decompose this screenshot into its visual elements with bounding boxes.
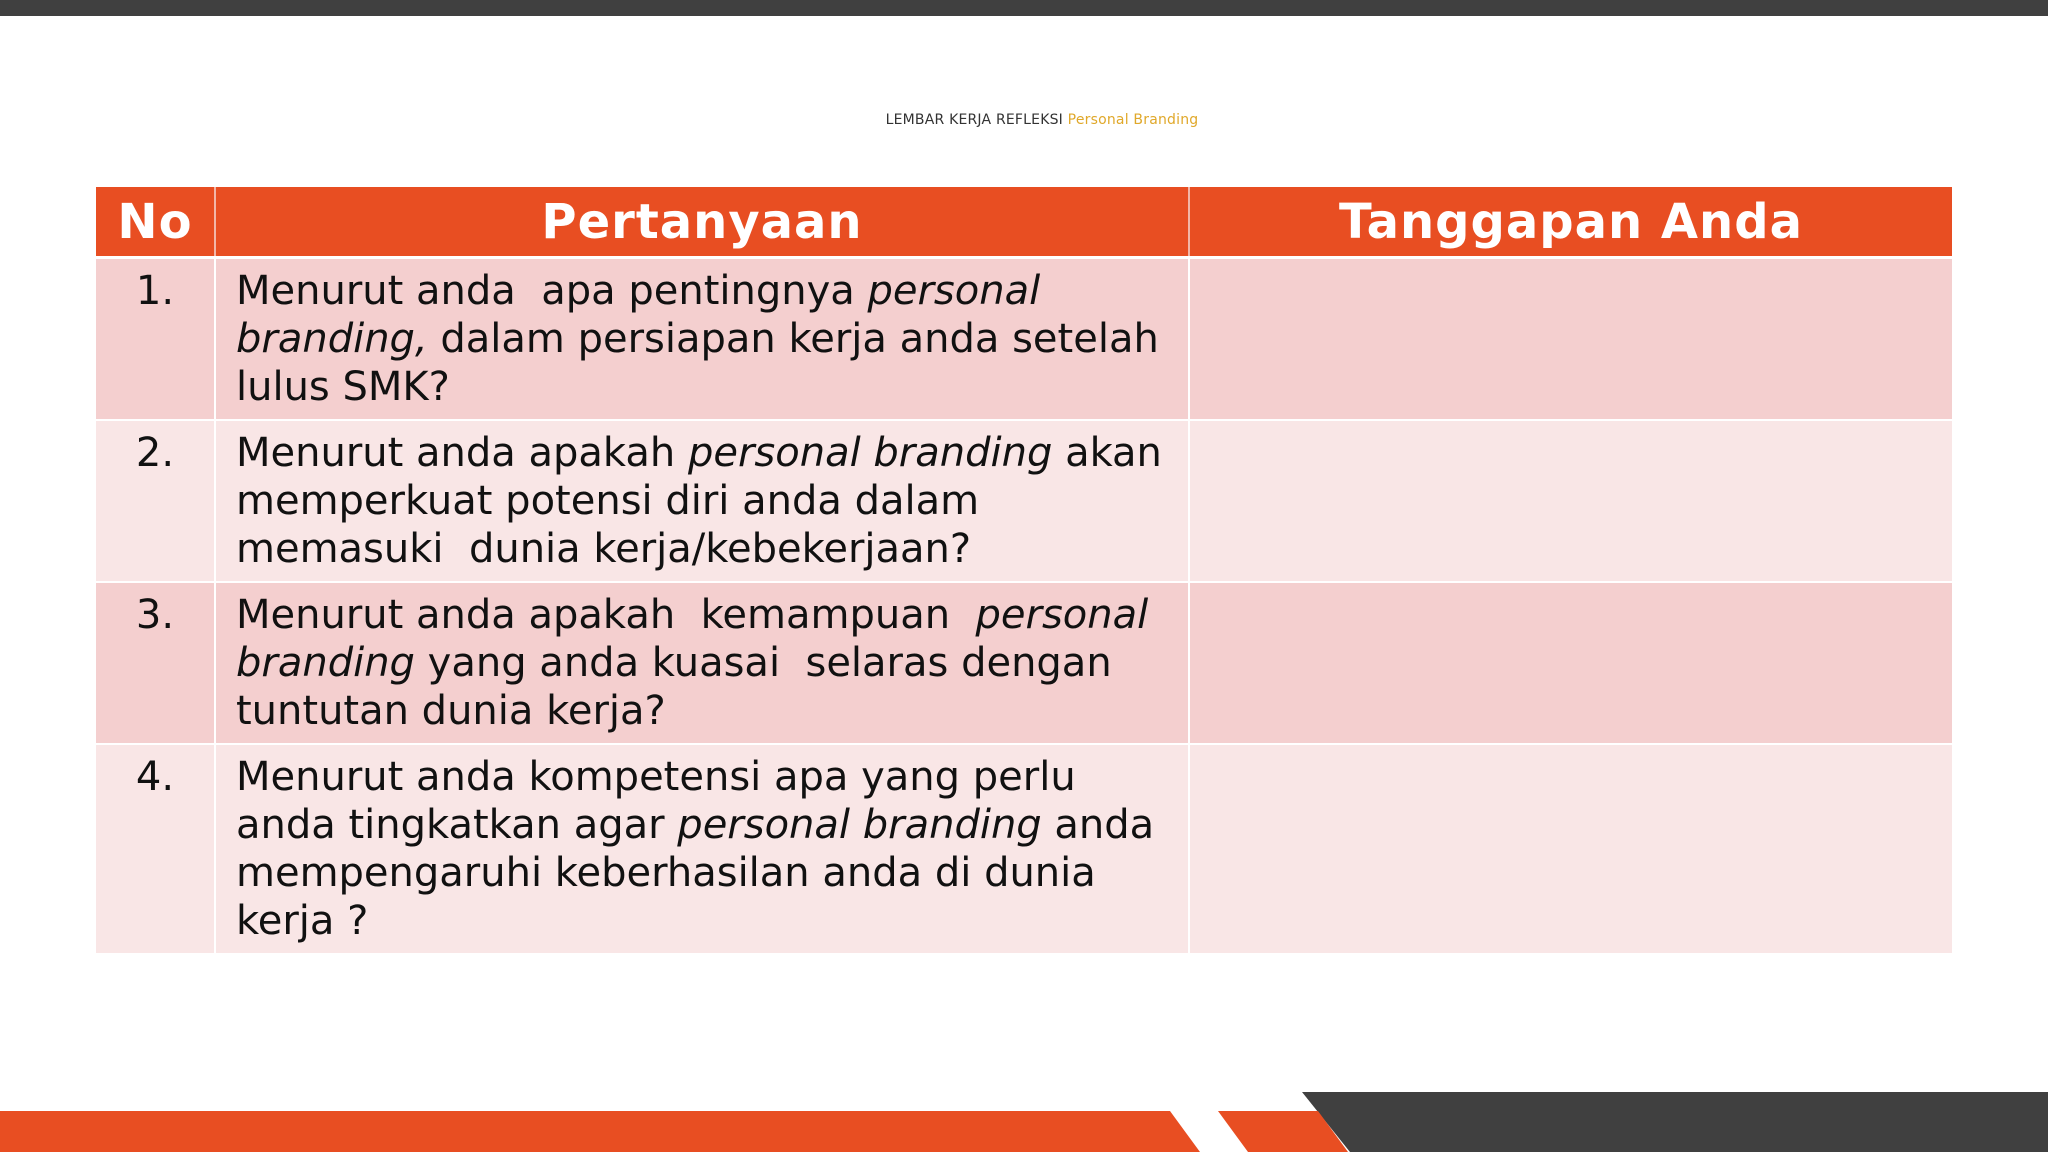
footer-orange-band (0, 1111, 1200, 1152)
question-text-italic: personal branding (687, 430, 1053, 476)
question-text: anda mempengaruhi keberhasilan anda di dunia kerja ? (236, 802, 1167, 944)
subtitle-prefix: LEMBAR KERJA REFLEKSI (885, 112, 1064, 128)
table-row (96, 744, 1952, 954)
row-number: 2. (96, 420, 215, 582)
table-header-row (96, 187, 1952, 258)
question-text: akan memperkuat potensi diri anda dalam memasuki dunia kerja/kebekerjaan? (236, 430, 1175, 572)
row-number: 3. (96, 582, 215, 744)
table-row (96, 258, 1952, 421)
footer-dark-band (1302, 1092, 2048, 1152)
footer-decoration (0, 1080, 2048, 1152)
header-question: Pertanyaan (215, 187, 1189, 258)
answer-cell[interactable] (1189, 420, 1952, 582)
question-text: yang anda kuasai selaras dengan tuntutan dunia kerja? (236, 640, 1125, 734)
question-text-italic: personal branding (677, 802, 1042, 848)
reflection-table (96, 187, 1952, 955)
question-cell (215, 258, 1189, 421)
answer-cell[interactable] (1189, 258, 1952, 421)
top-bar (0, 0, 2048, 16)
question-text-italic: personal branding (236, 592, 1161, 686)
question-text-italic: personal branding, (236, 268, 1053, 362)
subtitle-accent: Personal Branding (1067, 112, 1199, 128)
table-row (96, 582, 1952, 744)
row-number: 4. (96, 744, 215, 954)
question-cell (215, 744, 1189, 954)
question-text: Menurut anda kompetensi apa yang perlu anda tingkatkan agar (236, 754, 1089, 848)
table-row (96, 420, 1952, 582)
question-cell (215, 582, 1189, 744)
question-text: Menurut anda apakah (236, 430, 688, 476)
answer-cell[interactable] (1189, 582, 1952, 744)
slide-subtitle (0, 112, 2048, 128)
question-text: Menurut anda apakah kemampuan (236, 592, 976, 638)
row-number: 1. (96, 258, 215, 421)
question-cell (215, 420, 1189, 582)
answer-cell[interactable] (1189, 744, 1952, 954)
question-text: Menurut anda apa pentingnya (236, 268, 868, 314)
header-response: Tanggapan Anda (1189, 187, 1952, 258)
header-no: No (96, 187, 215, 258)
question-text: dalam persiapan kerja anda setelah lulus SMK? (236, 316, 1172, 410)
